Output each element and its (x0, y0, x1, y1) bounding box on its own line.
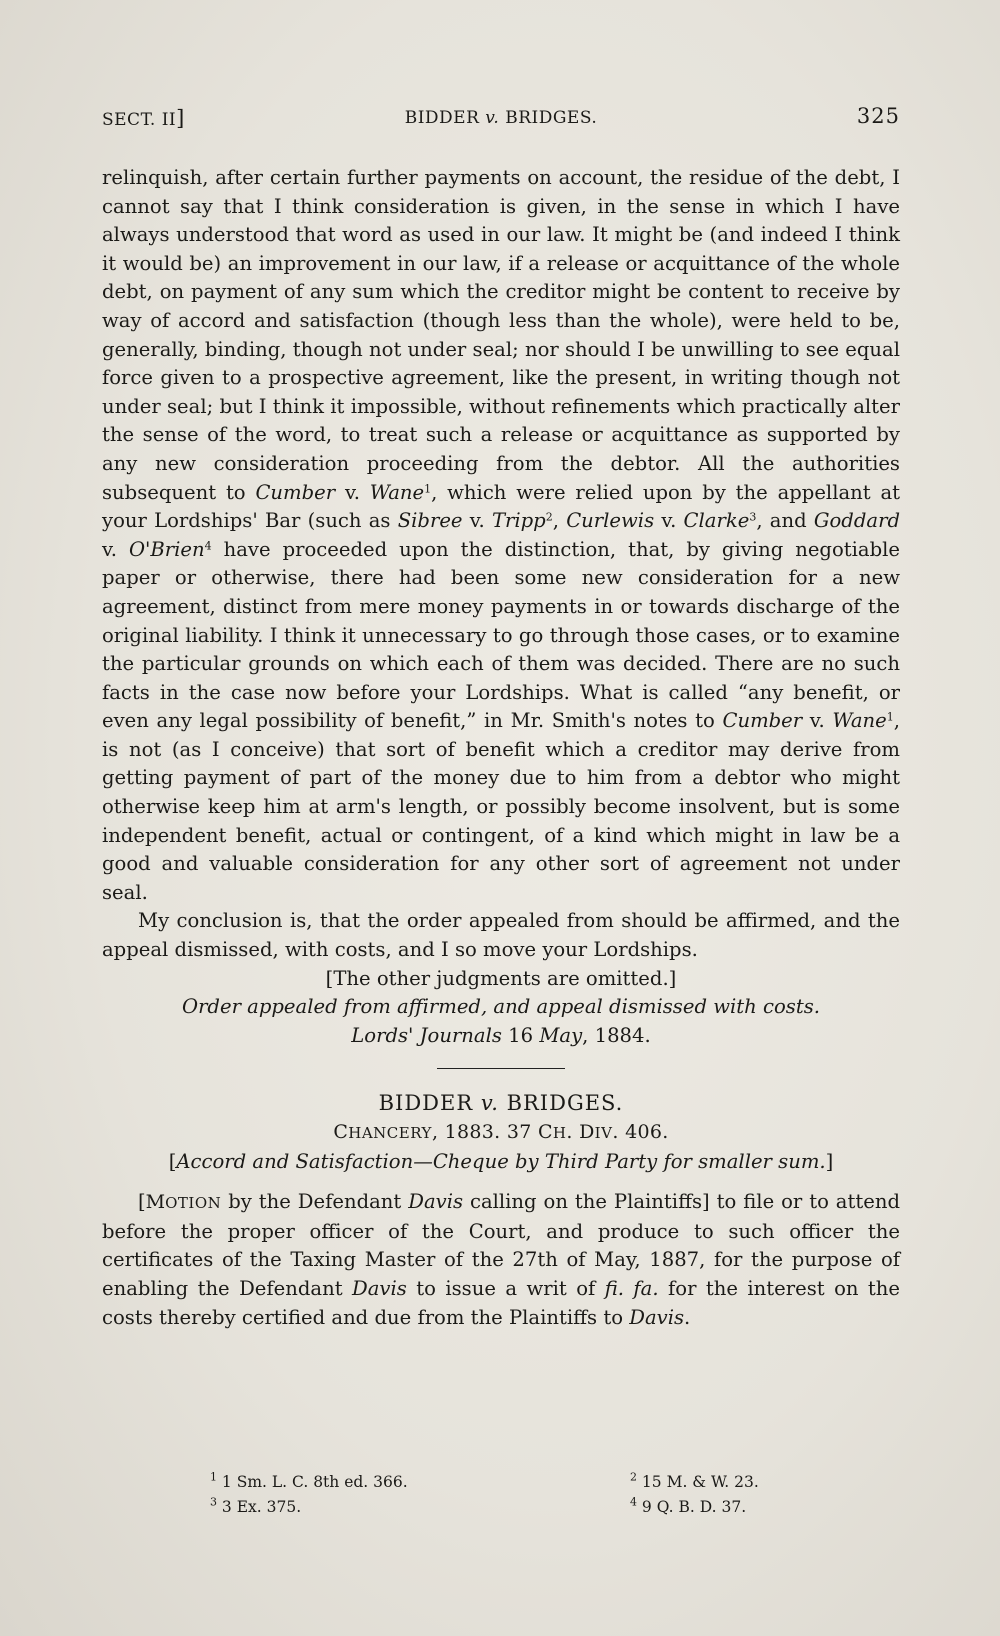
footnote-ref: 2 (545, 510, 553, 524)
footnote-ref: 4 (204, 539, 212, 553)
footnote-ref: 1 (424, 481, 432, 495)
court-citation: CHANCERY, 1883. 37 CH. DIV. 406. (333, 1121, 669, 1143)
case-title: BIDDER v. BRIDGES. (378, 1091, 624, 1116)
paragraph-conclusion: My conclusion is, that the order appealed from should be affirmed, and the appeal dismissed, with costs, and I so move your Lordships. (102, 909, 900, 962)
omitted-note: [The other judgments are omitted.] (325, 966, 677, 990)
section-divider (437, 1068, 565, 1069)
order-line: Order appealed from affirmed, and appeal dismissed with costs. (182, 995, 820, 1019)
section-label: SECT. II] (102, 106, 185, 130)
footnote: $^3$ 3 Ex. 375. (210, 1495, 302, 1516)
page-number: 325 (856, 104, 900, 128)
footnotes (210, 1470, 810, 1520)
footnote: $^2$ 15 M. & W. 23. (630, 1470, 759, 1491)
journal-line: Lords' Journals 16 May, 1884. (351, 1023, 651, 1047)
footnote: $^4$ 9 Q. B. D. 37. (630, 1495, 747, 1516)
footnote-ref: 1 (886, 710, 894, 724)
paragraph-judgment: relinquish, after certain further payments on account, the residue of the debt, I cannot say that I think consideration is given, in the sense in which I have always understood that word as used in our law. It might be (and indeed I think it would be) an improvement in our law, if a release or acquittance of the whole debt, on payment of any sum which the creditor might be content to receive by way of accord and satisfaction (though less than the whole), were held to be, generally, binding, though not under seal; nor should I be unwilling to see equal force given to a prospective agreement, like the present, in writing though not under seal; but I think it impossible, without refinements which practically alter the sense of the word, to treat such a release or acquittance as supported by any new consideration proceeding from the debtor. All the authorities subsequent to Cumber v. Wane$^1$, which were relied upon by the appellant at your Lordships' Bar (such as Sibree v. Tripp$^2$, Curlewis v. Clarke$^3$, and Goddard v. O'Brien$^4$ have proceeded upon the distinction, that, by giving negotiable paper or otherwise, there had been some new consideration for a new agreement, distinct from mere money payments in or towards discharge of the original liability. I think it unnecessary to go through those cases, or to examine the particular grounds on which each of them was decided. There are no such facts in the case now before your Lordships. What is called “any benefit, or even any legal possibility of benefit,” in Mr. Smith's notes to Cumber v. Wane$^1$, is not (as I conceive) that sort of benefit which a creditor may derive from getting payment of part of the money due to him from a debtor who might otherwise keep him at arm's length, or possibly become insolvent, but is some independent benefit, actual or contingent, of a kind which might in law be a good and valuable consideration for any other sort of agreement not under seal. (102, 166, 901, 904)
headnote: [Accord and Satisfaction—Cheque by Third Party for smaller sum.] (168, 1149, 834, 1173)
page-body (102, 164, 900, 1332)
footnote-ref: 3 (749, 510, 757, 524)
footnote: $^1$ 1 Sm. L. C. 8th ed. 366. (210, 1470, 408, 1491)
running-title: BIDDER v. BRIDGES. (404, 108, 598, 128)
paragraph-motion: [MOTION by the Defendant Davis calling on the Plaintiffs] to file or to attend before the proper officer of the Court, and produce to such officer the certificates of the Taxing Master of the 27th of May, 1887, for the purpose of enabling the Defendant Davis to issue a writ of fi. fa. for the interest on the costs thereby certified and due from the Plaintiffs to Davis. (102, 1190, 901, 1329)
